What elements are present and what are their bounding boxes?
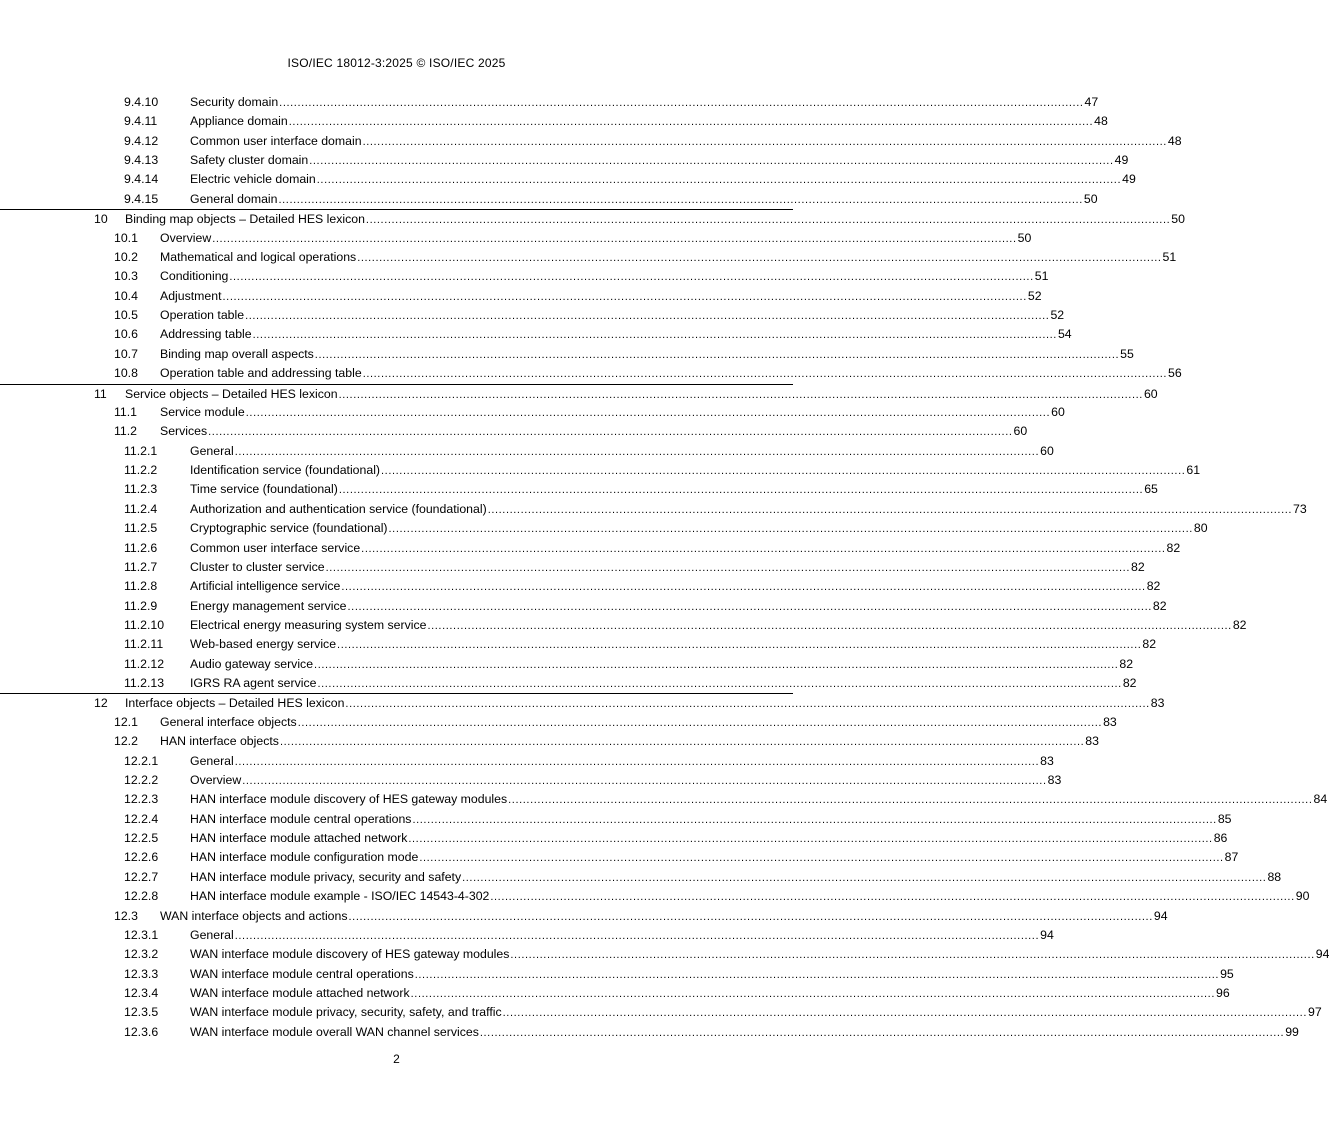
toc-entry-title: Common user interface domain: [190, 133, 362, 148]
toc-entry-page: 83: [1047, 772, 1062, 787]
toc-entry[interactable]: [0, 422, 1028, 441]
toc-entry-page: 94: [1153, 908, 1168, 923]
toc-entry-number: 11.2.4: [124, 501, 158, 516]
toc-entry-page: 83: [1085, 734, 1099, 749]
toc-entry[interactable]: [0, 829, 1228, 848]
toc-entry[interactable]: [0, 616, 1247, 635]
toc-entry-number: 11.2.2: [124, 463, 158, 478]
toc-entry-title: Interface objects – Detailed HES lexicon: [125, 696, 345, 711]
toc-entry[interactable]: [0, 655, 1134, 674]
toc-entry[interactable]: [0, 209, 1185, 229]
toc-leader-dots: ............................................................................................................................................................................................................................: [229, 271, 1034, 284]
toc-entry-title: Web-based energy service: [190, 637, 337, 652]
toc-entry-page: 56: [1168, 366, 1182, 381]
toc-leader-dots: ............................................................................................................................................................................................................................: [414, 968, 1220, 981]
toc-entry[interactable]: [0, 325, 1072, 344]
toc-leader-dots: ............................................................................................................................................................................................................................: [362, 135, 1167, 148]
toc-entry-title: Security domain: [190, 95, 279, 109]
toc-entry-number: 12.2.6: [124, 850, 159, 865]
toc-entry-title: Cryptographic service (foundational): [190, 521, 388, 536]
toc-entry[interactable]: [0, 287, 1042, 306]
toc-entry-page: 60: [1051, 404, 1065, 419]
toc-entry-title: General domain: [190, 191, 278, 206]
toc-leader-dots: ............................................................................................................................................................................................................................: [341, 581, 1146, 594]
toc-entry-title: Artificial intelligence service: [190, 579, 341, 594]
toc-entry-number: 12.2.3: [124, 792, 159, 807]
toc-entry[interactable]: [0, 713, 1117, 732]
toc-entry-number: 11.2.11: [124, 637, 164, 652]
toc-entry-number: 12.2.8: [124, 889, 159, 904]
toc-entry-number: 9.4.15: [124, 191, 159, 206]
toc-entry-number: 9.4.12: [124, 133, 159, 148]
toc-entry[interactable]: [0, 170, 1136, 189]
toc-entry-number: 10.3: [114, 269, 138, 284]
toc-entry-title: IGRS RA agent service: [190, 676, 317, 691]
toc-entry-number: 10.7: [114, 346, 138, 361]
toc-entry-number: 12.3.2: [124, 947, 159, 962]
toc-entry[interactable]: [0, 752, 1054, 771]
toc-entry-page: 82: [1119, 656, 1134, 671]
toc-entry[interactable]: [0, 597, 1167, 616]
toc-leader-dots: ............................................................................................................................................................................................................................: [348, 910, 1153, 923]
toc-entry-page: 48: [1094, 114, 1108, 129]
toc-leader-dots: ............................................................................................................................................................................................................................: [288, 116, 1094, 129]
toc-entry-title: HAN interface module configuration mode: [190, 850, 419, 865]
toc-entry[interactable]: [0, 790, 1328, 809]
toc-entry-page: 94: [1315, 947, 1329, 962]
toc-entry[interactable]: [0, 907, 1168, 926]
toc-entry[interactable]: [0, 965, 1234, 984]
toc-entry-page: 82: [1232, 617, 1247, 632]
toc-entry-page: 97: [1308, 1005, 1322, 1020]
toc-leader-dots: ............................................................................................................................................................................................................................: [212, 232, 1017, 245]
toc-leader-dots: ............................................................................................................................................................................................................................: [510, 949, 1315, 962]
toc-leader-dots: ............................................................................................................................................................................................................................: [314, 658, 1119, 671]
toc-entry[interactable]: [0, 848, 1239, 867]
toc-entry-page: 52: [1050, 308, 1065, 323]
toc-entry-page: 83: [1103, 714, 1117, 729]
toc-entry-page: 60: [1143, 386, 1158, 401]
toc-entry-number: 11.1: [114, 404, 138, 419]
toc-entry[interactable]: [0, 306, 1065, 325]
toc-leader-dots: ............................................................................................................................................................................................................................: [502, 1007, 1307, 1020]
toc-entry-number: 11.2.1: [124, 443, 158, 458]
toc-entry-page: 90: [1295, 889, 1310, 904]
toc-entry[interactable]: [0, 403, 1065, 422]
toc-entry[interactable]: [0, 190, 1098, 209]
toc-entry-page: 82: [1152, 598, 1167, 613]
toc-entry[interactable]: [0, 461, 1201, 480]
toc-entry-page: 83: [1040, 753, 1054, 768]
toc-leader-dots: ............................................................................................................................................................................................................................: [490, 891, 1295, 904]
toc-entry[interactable]: [0, 635, 1157, 654]
toc-entry-number: 12.3.3: [124, 966, 159, 981]
toc-entry-number: 12.3.5: [124, 1005, 159, 1020]
toc-entry-page: 50: [1083, 191, 1098, 206]
toc-entry[interactable]: [0, 1003, 1322, 1022]
toc-entry[interactable]: [0, 577, 1161, 596]
toc-entry[interactable]: [0, 945, 1329, 964]
toc-entry[interactable]: [0, 984, 1230, 1003]
toc-entry-title: Audio gateway service: [190, 656, 314, 671]
toc-entry-title: General interface objects: [160, 714, 297, 729]
toc-entry-title: Mathematical and logical operations: [160, 249, 357, 264]
toc-entry-number: 11.2.8: [124, 579, 158, 594]
toc-leader-dots: ............................................................................................................................................................................................................................: [245, 406, 1051, 419]
toc-entry-page: 86: [1213, 831, 1228, 846]
toc-leader-dots: ............................................................................................................................................................................................................................: [279, 736, 1085, 749]
toc-entry-page: 65: [1144, 482, 1158, 497]
toc-entry-number: 11.2.6: [124, 540, 158, 555]
toc-leader-dots: ............................................................................................................................................................................................................................: [487, 503, 1293, 516]
toc-entry-number: 9.4.10: [124, 95, 159, 109]
toc-entry[interactable]: [0, 267, 1049, 286]
toc-leader-dots: ............................................................................................................................................................................................................................: [222, 290, 1027, 303]
toc-entry-title: WAN interface module overall WAN channel services: [190, 1024, 479, 1039]
toc-entry-page: 94: [1040, 927, 1054, 942]
toc-leader-dots: ............................................................................................................................................................................................................................: [234, 755, 1040, 768]
toc-leader-dots: ............................................................................................................................................................................................................................: [357, 251, 1162, 264]
toc-entry-page: 85: [1217, 811, 1232, 826]
toc-entry-number: 12.2: [114, 734, 138, 749]
toc-entry-number: 11.2.5: [124, 521, 158, 536]
toc-entry-page: 50: [1017, 230, 1032, 245]
toc-entry-title: HAN interface module central operations: [190, 811, 412, 826]
toc-leader-dots: ............................................................................................................................................................................................................................: [412, 813, 1217, 826]
toc-entry[interactable]: [0, 771, 1062, 790]
toc-leader-dots: ............................................................................................................................................................................................................................: [297, 716, 1103, 729]
toc-entry-number: 12.3.1: [124, 927, 159, 942]
toc-entry-title: Energy management service: [190, 598, 347, 613]
toc-entry[interactable]: [0, 926, 1054, 945]
toc-entry-page: 84: [1313, 792, 1328, 807]
toc-leader-dots: ............................................................................................................................................................................................................................: [479, 1026, 1285, 1039]
toc-entry-page: 49: [1114, 153, 1129, 168]
toc-entry-page: 82: [1142, 637, 1157, 652]
toc-entry-number: 12.3.6: [124, 1024, 159, 1039]
toc-entry-title: Services: [160, 424, 208, 439]
toc-entry[interactable]: [0, 248, 1177, 267]
toc-leader-dots: ............................................................................................................................................................................................................................: [208, 426, 1013, 439]
toc-entry-number: 11.2.7: [124, 559, 158, 574]
toc-entry-title: WAN interface module privacy, security, safety, and traffic: [190, 1005, 502, 1020]
toc-entry-number: 11.2.10: [124, 617, 165, 632]
toc-leader-dots: ............................................................................................................................................................................................................................: [365, 214, 1171, 227]
toc-entry-title: Binding map overall aspects: [160, 346, 314, 361]
toc-entry-title: Service module: [160, 404, 245, 419]
toc-leader-dots: ............................................................................................................................................................................................................................: [338, 388, 1143, 401]
toc-entry-page: 87: [1224, 850, 1239, 865]
toc-entry-page: 50: [1171, 212, 1185, 227]
toc-entry-page: 60: [1040, 443, 1054, 458]
toc-entry[interactable]: [0, 500, 1307, 519]
toc-entry-title: Overview: [160, 230, 212, 245]
toc-entry-title: WAN interface module discovery of HES gateway modules: [190, 947, 510, 962]
toc-leader-dots: ............................................................................................................................................................................................................................: [252, 329, 1057, 342]
toc-leader-dots: ............................................................................................................................................................................................................................: [278, 193, 1083, 206]
toc-entry-number: 12.2.2: [124, 772, 159, 787]
toc-entry-title: Overview: [190, 772, 242, 787]
toc-entry[interactable]: [0, 112, 1108, 131]
toc-entry-page: 80: [1193, 521, 1208, 536]
toc-entry-number: 12.2.4: [124, 811, 159, 826]
toc-entry[interactable]: [0, 364, 1182, 383]
toc-entry-number: 11.2: [114, 424, 138, 439]
toc-entry[interactable]: [0, 693, 1165, 713]
toc-entry-page: 61: [1186, 463, 1201, 478]
toc-entry-number: 12.1: [114, 714, 138, 729]
toc-entry-page: 82: [1146, 579, 1161, 594]
toc-entry-number: 10.5: [114, 308, 138, 323]
toc-entry-title: HAN interface objects: [160, 734, 279, 749]
toc-entry-number: 11.2.9: [124, 598, 158, 613]
toc-entry-title: Adjustment: [160, 288, 222, 303]
toc-entry[interactable]: [0, 442, 1054, 461]
toc-entry-page: 82: [1166, 540, 1181, 555]
toc-leader-dots: ............................................................................................................................................................................................................................: [309, 155, 1114, 168]
toc-entry-page: 60: [1013, 424, 1028, 439]
toc-entry[interactable]: [0, 674, 1137, 693]
toc-entry[interactable]: [0, 732, 1099, 751]
toc-entry-title: General: [190, 753, 234, 768]
toc-entry-number: 12.2.1: [124, 753, 159, 768]
toc-entry-number: 12: [94, 696, 108, 711]
toc-entry-page: 83: [1150, 696, 1165, 711]
page-number: 2: [393, 1052, 400, 1066]
toc-entry-number: 10: [94, 212, 108, 227]
toc-entry[interactable]: [0, 868, 1282, 887]
toc-entry-number: 11.2.13: [124, 676, 165, 691]
toc-entry[interactable]: [0, 229, 1032, 248]
toc-leader-dots: ............................................................................................................................................................................................................................: [462, 871, 1267, 884]
toc-entry-number: 12.2.7: [124, 869, 159, 884]
toc-entry-number: 9.4.11: [124, 114, 158, 129]
toc-entry-title: HAN interface module privacy, security and safety: [190, 869, 462, 884]
toc-entry-number: 12.2.5: [124, 831, 159, 846]
toc-entry-title: Safety cluster domain: [190, 153, 309, 168]
toc-leader-dots: ............................................................................................................................................................................................................................: [314, 348, 1120, 361]
toc-entry-number: 11.2.3: [124, 482, 158, 497]
toc-entry[interactable]: [0, 151, 1129, 170]
toc-entry-number: 10.2: [114, 249, 138, 264]
toc-leader-dots: ............................................................................................................................................................................................................................: [410, 988, 1215, 1001]
toc-entry-page: 49: [1122, 172, 1136, 187]
toc-entry-page: 54: [1057, 327, 1072, 342]
page-header: ISO/IEC 18012-3:2025 © ISO/IEC 2025: [287, 56, 506, 70]
toc-leader-dots: ............................................................................................................................................................................................................................: [245, 310, 1050, 323]
toc-entry-number: 10.1: [114, 230, 138, 245]
toc-entry-page: 82: [1122, 676, 1137, 691]
toc-entry-number: 9.4.13: [124, 153, 159, 168]
toc-entry-page: 48: [1167, 133, 1182, 148]
toc-entry-title: General: [190, 927, 234, 942]
toc-leader-dots: ............................................................................................................................................................................................................................: [419, 852, 1224, 865]
toc-entry-title: HAN interface module example - ISO/IEC 14543-4-302: [190, 889, 490, 904]
toc-leader-dots: ............................................................................................................................................................................................................................: [408, 833, 1213, 846]
toc-entry-title: Electric vehicle domain: [190, 172, 316, 187]
toc-entry-title: Appliance domain: [190, 114, 288, 129]
toc-entry[interactable]: [0, 1023, 1299, 1042]
toc-entry-number: 10.4: [114, 288, 138, 303]
toc-entry-title: Conditioning: [160, 269, 229, 284]
toc-entry-page: 52: [1027, 288, 1042, 303]
toc-entry[interactable]: [0, 93, 1099, 112]
toc-entry-page: 47: [1084, 95, 1099, 109]
toc-entry-page: 82: [1130, 559, 1145, 574]
toc-entry-page: 51: [1034, 269, 1049, 284]
toc-entry-page: 99: [1285, 1024, 1299, 1039]
toc-entry-page: 88: [1267, 869, 1282, 884]
toc-leader-dots: ............................................................................................................................................................................................................................: [317, 678, 1122, 691]
toc-leader-dots: ............................................................................................................................................................................................................................: [234, 445, 1040, 458]
toc-entry-number: 12.3: [114, 908, 138, 923]
toc-entry[interactable]: [0, 887, 1310, 906]
toc-entry-page: 73: [1293, 501, 1307, 516]
toc-entry-title: Cluster to cluster service: [190, 559, 325, 574]
toc-entry-title: Electrical energy measuring system service: [190, 617, 427, 632]
toc-entry-title: Binding map objects – Detailed HES lexicon: [125, 212, 365, 227]
toc-entry[interactable]: [0, 345, 1134, 364]
toc-leader-dots: ............................................................................................................................................................................................................................: [347, 600, 1152, 613]
toc-entry[interactable]: [0, 480, 1158, 499]
toc-entry-title: Time service (foundational): [190, 482, 338, 497]
toc-entry-title: Identification service (foundational): [190, 463, 381, 478]
toc-leader-dots: ............................................................................................................................................................................................................................: [279, 97, 1084, 109]
toc-entry-title: Service objects – Detailed HES lexicon: [125, 386, 338, 401]
toc-entry-page: 96: [1216, 986, 1230, 1001]
toc-entry-title: WAN interface objects and actions: [160, 908, 348, 923]
toc-leader-dots: ............................................................................................................................................................................................................................: [325, 561, 1130, 574]
toc-entry-number: 10.8: [114, 366, 138, 381]
toc-leader-dots: ............................................................................................................................................................................................................................: [427, 619, 1232, 632]
toc-entry-number: 12.3.4: [124, 986, 159, 1001]
toc-leader-dots: ............................................................................................................................................................................................................................: [361, 542, 1166, 555]
toc-entry-number: 9.4.14: [124, 172, 159, 187]
toc-leader-dots: ............................................................................................................................................................................................................................: [316, 174, 1122, 187]
toc-entry-title: HAN interface module attached network: [190, 831, 408, 846]
toc-leader-dots: ............................................................................................................................................................................................................................: [508, 794, 1313, 807]
toc-entry-title: Authorization and authentication service (foundational): [190, 501, 487, 516]
toc-entry-title: Common user interface service: [190, 540, 361, 555]
toc-entry-title: WAN interface module attached network: [190, 986, 410, 1001]
toc-entry-title: HAN interface module discovery of HES gateway modules: [190, 792, 508, 807]
toc-entry-page: 95: [1220, 966, 1234, 981]
toc-entry-title: General: [190, 443, 234, 458]
toc-leader-dots: ............................................................................................................................................................................................................................: [338, 484, 1144, 497]
toc-leader-dots: ............................................................................................................................................................................................................................: [345, 698, 1150, 711]
toc-entry[interactable]: [0, 132, 1182, 151]
toc-entry[interactable]: [0, 810, 1232, 829]
toc-entry-title: Operation table and addressing table: [160, 366, 362, 381]
toc-entry[interactable]: [0, 558, 1145, 577]
toc-leader-dots: ............................................................................................................................................................................................................................: [381, 465, 1186, 478]
toc-entry-title: Addressing table: [160, 327, 252, 342]
toc-leader-dots: ............................................................................................................................................................................................................................: [242, 774, 1047, 787]
toc-entry-page: 51: [1162, 249, 1177, 264]
toc-entry-number: 10.6: [114, 327, 138, 342]
toc-entry-title: WAN interface module central operations: [190, 966, 414, 981]
toc-entry-number: 11.2.12: [124, 656, 165, 671]
toc-leader-dots: ............................................................................................................................................................................................................................: [362, 368, 1168, 381]
toc-entry[interactable]: [0, 384, 1158, 404]
toc-entry-page: 55: [1120, 346, 1134, 361]
toc-leader-dots: ............................................................................................................................................................................................................................: [388, 523, 1193, 536]
toc-entry-number: 11: [94, 386, 107, 401]
toc-entry-title: Operation table: [160, 308, 245, 323]
toc-entry[interactable]: [0, 539, 1181, 558]
toc-entry[interactable]: [0, 519, 1208, 538]
toc-leader-dots: ............................................................................................................................................................................................................................: [337, 639, 1142, 652]
toc-leader-dots: ............................................................................................................................................................................................................................: [234, 929, 1040, 942]
